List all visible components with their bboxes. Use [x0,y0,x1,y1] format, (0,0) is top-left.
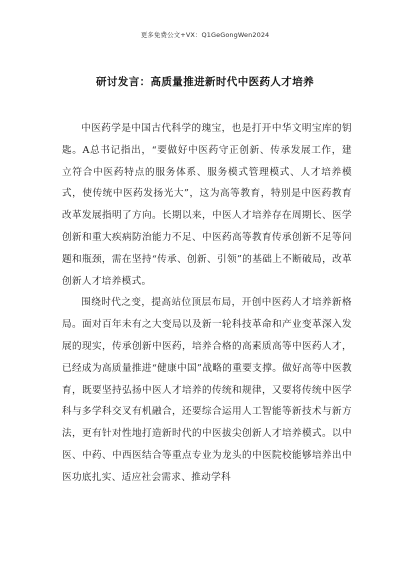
paragraph-2: 围绕时代之变，提高站位顶层布局，开创中医药人才培养新格局。面对百年未有之大变局以及新一轮科技革命和产业变革深入发展的现实，传承创新中医药，培养合格的高素质高等中医药人才，已经成为高质量推进“健康中国”战略的重要支撑。做好高等中医教育，既要坚持弘扬中医人才培养的传统和规律，又要将传统中医学科与多学科交叉有机融合，还要综合运用人工智能等新技术与新方法，更有针对性地打造新时代的中医拔尖创新人才培养模式。以中医、中药、中西医结合等重点专业为龙头的中医院校能够培养出中医功底扎实、适应社会需求、推动学科 [62,297,352,483]
paragraph-1: 中医药学是中国古代科学的瑰宝，也是打开中华文明宝库的钥匙。A总书记指出，“要做好中医药守正创新、传承发展工作，建立符合中医药特点的服务体系、服务模式管理模式、人才培养模式，使传统中医药发扬光大”，这为高等教育，特别是中医药教育改革发展指明了方向。长期以来，中医人才培养存在周期长、医学创新和重大疾病防治能力不足、中医药高等教育传承创新不足等问题和瓶颈，需在坚持“传承、创新、引领”的基础上不断破局，改革创新人才培养模式。 [62,123,352,287]
header-note: 更多免费公文+VX：Q1GeGongWen2024 [140,31,270,39]
document-title: 研讨发言：高质量推进新时代中医药人才培养 [96,76,314,88]
document-body [62,118,352,489]
